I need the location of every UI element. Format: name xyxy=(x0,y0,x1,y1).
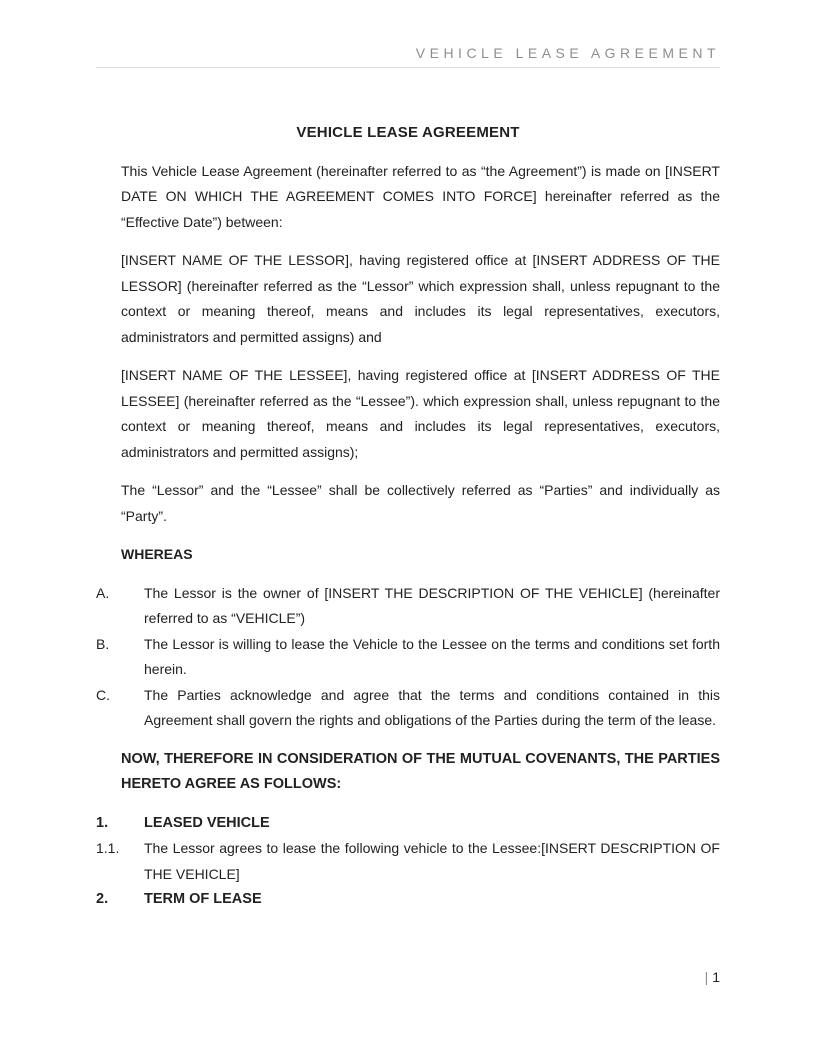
lessee-paragraph: [INSERT NAME OF THE LESSEE], having registered office at [INSERT ADDRESS OF THE LESSEE] (hereinafter referred as the “Lessee”). which expression shall, unless repugnant to the context or meaning thereof, means and includes its legal representatives, executors, administrators and permitted assigns); xyxy=(121,367,720,460)
section-heading: TERM OF LEASE xyxy=(144,891,262,907)
list-item-text: The Lessor is the owner of [INSERT THE DESCRIPTION OF THE VEHICLE] (hereinafter referred to as “VEHICLE”) xyxy=(144,584,720,626)
list-marker: A. xyxy=(96,584,110,601)
page-header xyxy=(96,0,720,68)
now-therefore-paragraph: NOW, THEREFORE IN CONSIDERATION OF THE MUTUAL COVENANTS, THE PARTIES HERETO AGREE AS FOLLOWS: xyxy=(121,750,720,792)
document-title: VEHICLE LEASE AGREEMENT xyxy=(296,124,520,141)
page-number: 1 xyxy=(712,969,720,985)
section-marker: 1.1. xyxy=(96,840,120,856)
section-marker: 2. xyxy=(96,891,109,907)
list-item xyxy=(96,581,720,632)
section-body-row xyxy=(96,836,720,887)
section-heading: LEASED VEHICLE xyxy=(144,814,270,831)
section-body-text: The Lessor agrees to lease the following vehicle to the Lessee:[INSERT DESCRIPTION OF THE VEHICLE] xyxy=(144,840,720,882)
page-footer xyxy=(705,967,720,987)
list-item-text: The Lessor is willing to lease the Vehicle to the Lessee on the terms and conditions set forth herein. xyxy=(144,635,720,677)
section-heading-row xyxy=(96,887,720,913)
list-marker: B. xyxy=(96,635,110,652)
whereas-list xyxy=(96,581,720,734)
whereas-heading: WHEREAS xyxy=(121,546,193,562)
header-title: VEHICLE LEASE AGREEMENT xyxy=(415,45,720,61)
document-body xyxy=(96,66,720,913)
intro-paragraph: This Vehicle Lease Agreement (hereinafter referred to as “the Agreement”) is made on [INSERT DATE ON WHICH THE AGREEMENT COMES INTO FORCE] hereinafter referred as the “Effective Date”) between: xyxy=(121,162,720,230)
footer-separator: | xyxy=(704,969,709,985)
parties-paragraph: The “Lessor” and the “Lessee” shall be collectively referred as “Parties” and individually as “Party”. xyxy=(121,482,720,524)
list-marker: C. xyxy=(96,686,110,703)
lessor-paragraph: [INSERT NAME OF THE LESSOR], having registered office at [INSERT ADDRESS OF THE LESSOR] (hereinafter referred as the “Lessor” which expression shall, unless repugnant to the context or meaning thereof, means and includes its legal representatives, executors, administrators and permitted assigns) and xyxy=(121,252,720,345)
section-heading-row xyxy=(96,811,720,837)
list-item-text: The Parties acknowledge and agree that the terms and conditions contained in this Agreement shall govern the rights and obligations of the Parties during the term of the lease. xyxy=(144,686,720,728)
list-item xyxy=(96,632,720,683)
list-item xyxy=(96,683,720,734)
section-marker: 1. xyxy=(96,814,109,831)
